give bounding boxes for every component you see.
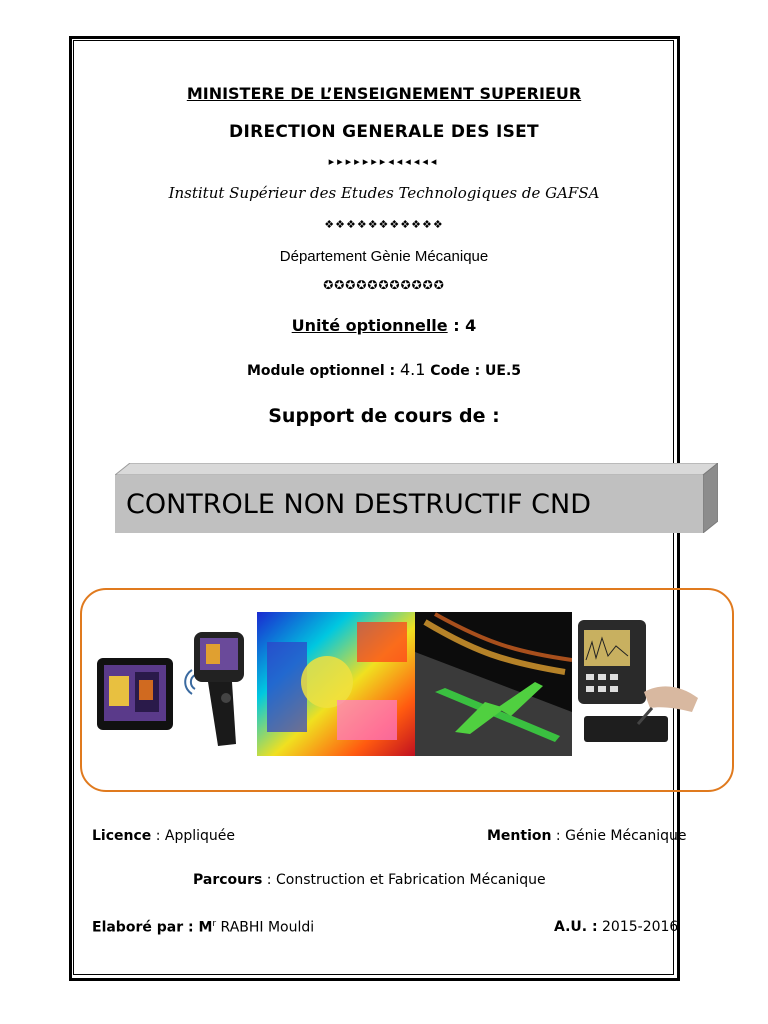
unit-line <box>0 316 768 335</box>
direction-heading: DIRECTION GENERALE DES ISET <box>229 122 539 142</box>
ultrasonic-detector-image <box>572 612 706 756</box>
module-number: 4.1 <box>399 360 426 379</box>
licence-line <box>92 828 235 844</box>
ornament-arrows: ▸▸▸▸▸▸▸◂◂◂◂◂◂ <box>328 155 440 168</box>
support-label: Support de cours de : <box>268 405 500 427</box>
year-line <box>554 919 678 935</box>
unit-value: : 4 <box>447 316 477 335</box>
tablet-image <box>95 656 177 734</box>
ministry-heading: MINISTERE DE L’ENSEIGNEMENT SUPERIEUR <box>186 84 582 103</box>
course-title: CONTROLE NON DESTRUCTIF CND <box>126 489 591 520</box>
thermal-camera-image <box>188 626 254 750</box>
ornament-stars: ✪✪✪✪✪✪✪✪✪✪✪ <box>323 278 445 292</box>
parcours-value: : Construction et Fabrication Mécanique <box>262 872 546 888</box>
aircraft-simulation-image <box>415 612 572 756</box>
module-code: Code : UE.5 <box>425 363 522 379</box>
mention-value: : Génie Mécanique <box>551 828 687 844</box>
year-value: 2015-2016 <box>597 919 679 935</box>
parcours-line <box>193 872 546 888</box>
author-name: RABHI Mouldi <box>216 919 315 936</box>
course-title-banner <box>115 463 718 533</box>
mention-line <box>487 828 687 844</box>
module-label: Module optionnel : <box>246 363 400 379</box>
thermal-engine-image <box>257 612 415 756</box>
licence-value: : Appliquée <box>151 828 236 844</box>
module-line <box>0 360 768 379</box>
department-name: Département Gènie Mécanique <box>279 248 489 265</box>
unit-label: Unité optionnelle <box>291 316 448 335</box>
institute-name: Institut Supérieur des Etudes Technologiques de GAFSA <box>168 184 600 202</box>
mention-label: Mention <box>487 828 552 844</box>
author-title-sup: r <box>212 919 217 929</box>
licence-label: Licence <box>92 828 152 844</box>
parcours-label: Parcours <box>193 872 263 888</box>
ornament-diamonds: ❖❖❖❖❖❖❖❖❖❖❖ <box>324 218 444 231</box>
author-label: Elaboré par : M <box>92 919 213 936</box>
year-label: A.U. : <box>554 919 598 935</box>
author-line <box>92 919 314 936</box>
